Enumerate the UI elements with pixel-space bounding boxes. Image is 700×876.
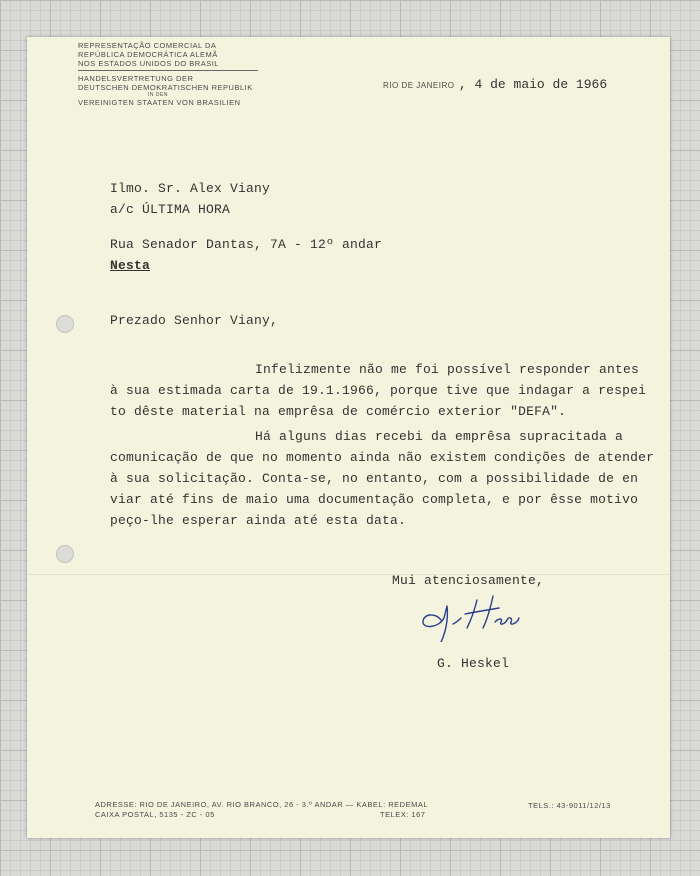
- letterhead-pt-line: REPÚBLICA DEMOCRÁTICA ALEMÃ: [78, 50, 218, 59]
- closing: Mui atenciosamente,: [392, 573, 545, 588]
- letterhead-de-line: VEREINIGTEN STAATEN VON BRASILIEN: [78, 98, 241, 107]
- letterhead-de-line: HANDELSVERTRETUNG DER: [78, 74, 194, 83]
- letterhead-de-small: IN DEN: [148, 92, 168, 98]
- body-line: to dêste material na emprêsa de comércio exterior "DEFA".: [110, 404, 567, 419]
- letterhead-divider: [78, 70, 258, 71]
- letterhead-de-line: DEUTSCHEN DEMOKRATISCHEN REPUBLIK: [78, 83, 253, 92]
- letterhead: [78, 41, 288, 107]
- letterhead-pt-line: NOS ESTADOS UNIDOS DO BRASIL: [78, 59, 219, 68]
- body-line: viar até fins de maio uma documentação completa, e por êsse motivo: [110, 492, 639, 507]
- footer-address: ADRESSE: RIO DE JANEIRO, AV. RIO BRANCO, 26 - 3.º ANDAR — KABEL: REDEMAL: [95, 800, 428, 809]
- body-line: à sua solicitação. Conta-se, no entanto, com a possibilidade de en: [110, 471, 639, 486]
- body-line: Infelizmente não me foi possível responder antes: [255, 362, 640, 377]
- salutation: Prezado Senhor Viany,: [110, 313, 279, 328]
- dateline: [383, 75, 607, 93]
- recipient-city: Nesta: [110, 258, 151, 273]
- handwritten-signature: [395, 562, 525, 642]
- recipient-address: Rua Senador Dantas, 7A - 12º andar: [110, 237, 383, 252]
- date-text: , 4 de maio de 1966: [458, 77, 608, 92]
- recipient-name: Ilmo. Sr. Alex Viany: [110, 181, 271, 196]
- footer-telex: TELEX: 167: [380, 810, 426, 819]
- footer-postal: CAIXA POSTAL, 5135 - ZC - 05: [95, 810, 215, 819]
- letterhead-pt-line: REPRESENTAÇÃO COMERCIAL DA: [78, 41, 217, 50]
- signer-name: G. Heskel: [437, 656, 510, 671]
- body-line: peço-lhe esperar ainda até esta data.: [110, 513, 407, 528]
- body-line: à sua estimada carta de 19.1.1966, porque tive que indagar a respei: [110, 383, 647, 398]
- recipient-care-of: a/c ÚLTIMA HORA: [110, 202, 231, 217]
- body-line: Há alguns dias recebi da emprêsa supracitada a: [255, 429, 624, 444]
- paper-fold: [27, 574, 670, 575]
- punch-hole: [56, 545, 74, 563]
- date-city: RIO DE JANEIRO: [383, 81, 455, 90]
- punch-hole: [56, 315, 74, 333]
- footer-phones: TELS.: 43-9011/12/13: [528, 801, 611, 810]
- body-line: comunicação de que no momento ainda não existem condições de atender: [110, 450, 655, 465]
